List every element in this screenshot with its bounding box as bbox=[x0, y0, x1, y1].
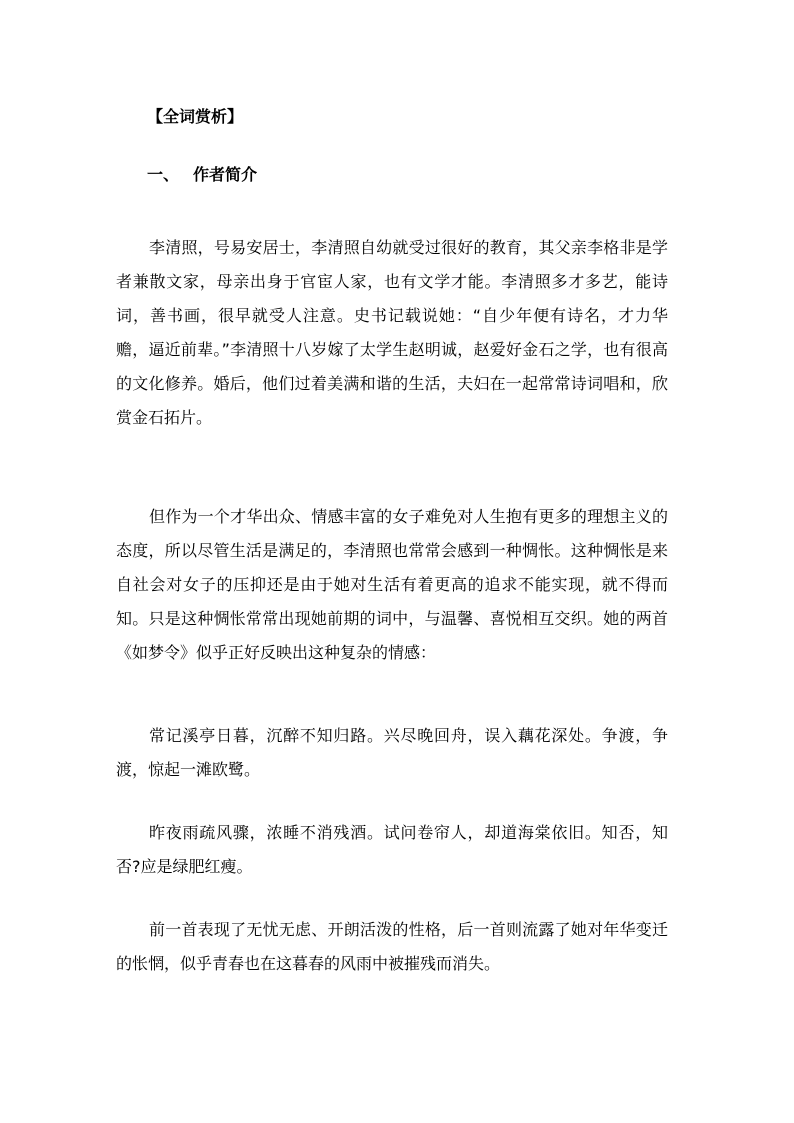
poem-rumengling-1: 常记溪亭日暮，沉醉不知归路。兴尽晚回舟，误入藕花深处。争渡，争渡，惊起一滩欧鹭。 bbox=[116, 726, 668, 779]
paragraph-biography: 李清照，号易安居士，李清照自幼就受过很好的教育，其父亲李格非是学者兼散文家，母亲出身于官宦人家，也有文学才能。李清照多才多艺，能诗词，善书画，很早就受人注意。史书记载说她：“自少年便有诗名，才力华赡，逼近前辈。”李清照十八岁嫁了太学生赵明诚，赵爱好金石之学，也有很高的文化修养。婚后，他们过着美满和谐的生活，夫妇在一起常常诗词唱和，欣赏金石拓片。 bbox=[116, 238, 668, 427]
subsection-heading bbox=[147, 165, 257, 185]
paragraph-analysis: 前一首表现了无忧无虑、开朗活泼的性格，后一首则流露了她对年华变迁的怅惘，似乎青春也在这暮春的风雨中被摧残而消失。 bbox=[116, 920, 668, 973]
poem-rumengling-2: 昨夜雨疏风骤，浓睡不消残酒。试问卷帘人，却道海棠依旧。知否，知否?应是绿肥红瘦。 bbox=[116, 823, 668, 876]
subsection-title: 作者简介 bbox=[193, 165, 258, 184]
section-title: 【全词赏析】 bbox=[147, 107, 244, 126]
subsection-number: 一、 bbox=[147, 165, 180, 184]
paragraph-melancholy: 但作为一个才华出众、情感丰富的女子难免对人生抱有更多的理想主义的态度，所以尽管生活是满足的，李清照也常常会感到一种惆怅。这种惆怅是来自社会对女子的压抑还是由于她对生活有着更高的追求不能实现，就不得而知。只是这种惆怅常常出现她前期的词中，与温馨、喜悦相互交织。她的两首《如梦令》似乎正好反映出这种复杂的情感： bbox=[116, 507, 668, 662]
